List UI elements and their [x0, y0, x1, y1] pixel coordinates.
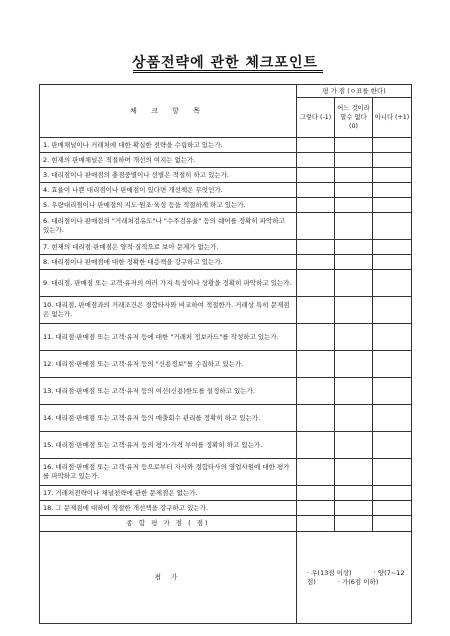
checklist-row: [40, 405, 412, 432]
checklist-row: [40, 153, 412, 168]
checklist-row: [40, 324, 412, 351]
checklist-item-text: 5. 우량대리점이나 판매점의 지도·원조·육성 등을 적절하게 하고 있는가.: [40, 198, 297, 213]
score-cell-no[interactable]: [373, 270, 412, 297]
score-cell-yes[interactable]: [297, 405, 335, 432]
score-cell-no[interactable]: [373, 213, 412, 240]
checklist-item-text: 10. 대리점, 판매점과의 거래조건은 경합타사와 비교하여 적절한가. 거래상 특히 문제점은 없는가.: [40, 297, 297, 324]
checklist-item-text: 16. 대리점·판매점 또는 고객·유저 등으로부터 자사와 경합타사의 영업사원에 대한 평가를 파악하고 있는가.: [40, 459, 297, 486]
checklist-row: [40, 255, 412, 270]
score-cell-no[interactable]: [373, 378, 412, 405]
checklist-item-text: 1. 판매채널이나 거래처에 대한 확실한 전략을 수립하고 있는가.: [40, 138, 297, 153]
checklist-item-text: 12. 대리점·판매점 또는 고객·유저 등의 "신용정보"를 수집하고 있는가.: [40, 351, 297, 378]
evaluation-label: 평 가: [40, 532, 297, 624]
score-cell-no[interactable]: [373, 138, 412, 153]
checklist-item-text: 9. 대리점, 판매점 또는 고객·유저의 여러 가지 특성이나 상황을 정확히 파악하고 있는가.: [40, 270, 297, 297]
score-cell-yes[interactable]: [297, 351, 335, 378]
score-cell-no[interactable]: [373, 432, 412, 459]
score-cell-yes[interactable]: [297, 138, 335, 153]
check-item-header: 체 크 항 목: [40, 85, 297, 138]
score-cell-neutral[interactable]: [335, 432, 373, 459]
checklist-item-text: 7. 현재의 대리점·판매점은 양적·질적으로 보아 문제가 없는가.: [40, 240, 297, 255]
score-cell-no[interactable]: [373, 183, 412, 198]
score-cell-neutral[interactable]: [335, 486, 373, 501]
checklist-row: [40, 486, 412, 501]
score-cell-yes[interactable]: [297, 213, 335, 240]
score-cell-neutral[interactable]: [335, 168, 373, 183]
score-cell-no[interactable]: [373, 240, 412, 255]
checklist-row: [40, 432, 412, 459]
score-cell-yes[interactable]: [297, 270, 335, 297]
score-cell-neutral[interactable]: [335, 153, 373, 168]
total-cell-no[interactable]: [373, 516, 412, 532]
checklist-item-text: 6. 대리점이나 판매점의 "거래처검유도"나 "수주검유율" 등의 쉐어를 정확히 파악하고 있는가.: [40, 213, 297, 240]
checklist-item-text: 13. 대리점·판매점 또는 고객·유저 등의 여신(신용)한도를 설정하고 있는가.: [40, 378, 297, 405]
score-cell-neutral[interactable]: [335, 270, 373, 297]
score-cell-yes[interactable]: [297, 297, 335, 324]
checklist-row: [40, 270, 412, 297]
checklist-row: [40, 168, 412, 183]
score-cell-no[interactable]: [373, 297, 412, 324]
total-cell-yes[interactable]: [297, 516, 335, 532]
total-score-label: 종 합 평 가 점 ( 점): [40, 516, 297, 532]
score-cell-neutral[interactable]: [335, 213, 373, 240]
score-cell-yes[interactable]: [297, 198, 335, 213]
score-cell-yes[interactable]: [297, 153, 335, 168]
score-cell-neutral[interactable]: [335, 378, 373, 405]
score-cell-no[interactable]: [373, 501, 412, 516]
score-cell-neutral[interactable]: [335, 324, 373, 351]
score-cell-neutral[interactable]: [335, 459, 373, 486]
score-cell-neutral[interactable]: [335, 405, 373, 432]
checklist-row: [40, 351, 412, 378]
score-cell-yes[interactable]: [297, 324, 335, 351]
score-cell-no[interactable]: [373, 459, 412, 486]
checklist-row: [40, 198, 412, 213]
score-cell-neutral[interactable]: [335, 351, 373, 378]
score-cell-neutral[interactable]: [335, 198, 373, 213]
score-cell-neutral[interactable]: [335, 138, 373, 153]
score-cell-yes[interactable]: [297, 183, 335, 198]
score-cell-yes[interactable]: [297, 168, 335, 183]
score-cell-neutral[interactable]: [335, 501, 373, 516]
checklist-row: [40, 213, 412, 240]
checklist-item-text: 8. 대리점이나 판매점에 대한 정확한 대응책을 강구하고 있는가.: [40, 255, 297, 270]
checklist-item-text: 3. 대리점이나 판매점의 충점중별이나 선별은 적절히 하고 있는가.: [40, 168, 297, 183]
checklist-row: [40, 297, 412, 324]
score-cell-yes[interactable]: [297, 459, 335, 486]
score-cell-no[interactable]: [373, 153, 412, 168]
score-cell-no[interactable]: [373, 255, 412, 270]
checklist-row: [40, 240, 412, 255]
col-header-yes: 그렇다 (-1): [297, 98, 335, 138]
score-cell-neutral[interactable]: [335, 240, 373, 255]
evaluation-options: [297, 532, 412, 624]
checklist-item-text: 15. 대리점·판매점 또는 고객·유저 등의 평가·가격 부여를 정확히 하고 있는가.: [40, 432, 297, 459]
document-title: 상품전략에 관한 체크포인트: [131, 55, 319, 71]
col-header-neutral: 어느 것이라 할수 없다 (0): [335, 98, 373, 138]
score-cell-yes[interactable]: [297, 240, 335, 255]
score-cell-yes[interactable]: [297, 501, 335, 516]
score-cell-neutral[interactable]: [335, 297, 373, 324]
evaluation-option[interactable]: · 양(7~12점): [307, 568, 405, 586]
evaluation-option[interactable]: · 우(13점 이상): [307, 568, 352, 577]
col-header-no: 아니다 (+1): [373, 98, 412, 138]
checklist-item-text: 11. 대리점·판매점 또는 고객·유저 등에 대한 "거래처 정보카드"를 작성하고 있는가.: [40, 324, 297, 351]
score-cell-yes[interactable]: [297, 432, 335, 459]
checklist-row: [40, 378, 412, 405]
score-cell-neutral[interactable]: [335, 183, 373, 198]
score-cell-no[interactable]: [373, 351, 412, 378]
score-cell-no[interactable]: [373, 324, 412, 351]
score-cell-no[interactable]: [373, 486, 412, 501]
title-underline: [133, 70, 323, 71]
score-cell-no[interactable]: [373, 405, 412, 432]
checklist-row: [40, 501, 412, 516]
eval-score-header: 평 가 점 (ㅇ표를 한다): [297, 85, 412, 98]
evaluation-option[interactable]: · 가(6점 이하): [337, 577, 379, 586]
checklist-row: [40, 138, 412, 153]
checklist-item-text: 17. 거래처전략이나 채널전략에 관한 문제점은 없는가.: [40, 486, 297, 501]
score-cell-no[interactable]: [373, 198, 412, 213]
score-cell-no[interactable]: [373, 168, 412, 183]
score-cell-yes[interactable]: [297, 255, 335, 270]
total-cell-neutral[interactable]: [335, 516, 373, 532]
checklist-item-text: 2. 현재의 판매채널은 적절하며 개선의 여지는 없는가.: [40, 153, 297, 168]
checklist-table: [39, 84, 412, 624]
checklist-row: [40, 183, 412, 198]
score-cell-neutral[interactable]: [335, 255, 373, 270]
score-cell-yes[interactable]: [297, 486, 335, 501]
checklist-row: [40, 459, 412, 486]
checklist-item-text: 14. 대리점·판매점 또는 고객·유저 등의 매출회수 관리를 정확히 하고 있는가.: [40, 405, 297, 432]
checklist-item-text: 4. 효율이 나쁜 대리점이나 판매점이 있다면 개선책은 무엇인가.: [40, 183, 297, 198]
score-cell-yes[interactable]: [297, 378, 335, 405]
checklist-item-text: 18. 그 문제점에 대하여 적절한 개선책을 강구하고 있는가.: [40, 501, 297, 516]
title-underline: [133, 72, 323, 73]
